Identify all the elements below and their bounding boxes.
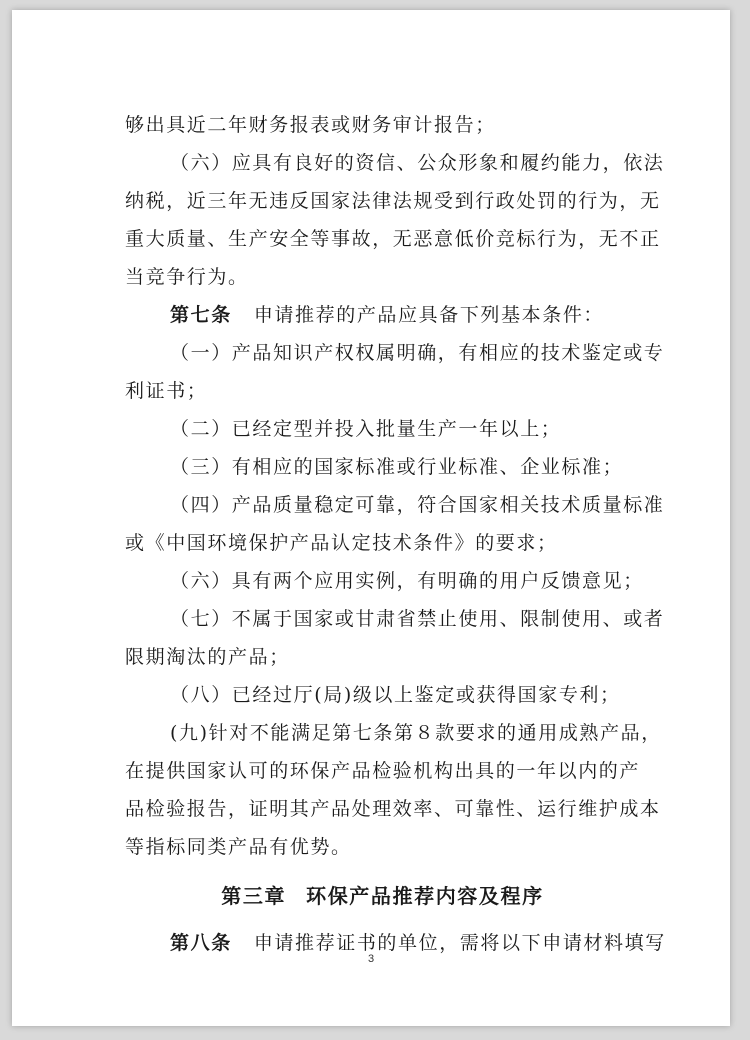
text-line: 在提供国家认可的环保产品检验机构出具的一年以内的产	[125, 760, 641, 782]
chapter-heading	[125, 868, 640, 924]
text-line: 限期淘汰的产品；	[125, 646, 290, 668]
text-line: （三）有相应的国家标准或行业标准、企业标准；	[170, 456, 624, 478]
text-line: （八）已经过厅(局)级以上鉴定或获得国家专利；	[170, 684, 621, 706]
text-line: 等指标同类产品有优势。	[125, 836, 352, 858]
text-line: 利证书；	[125, 380, 208, 402]
text-line: 品检验报告，证明其产品处理效率、可靠性、运行维护成本	[125, 798, 661, 820]
text-line: 重大质量、生产安全等事故，无恶意低价竞标行为，无不正	[125, 228, 661, 250]
document-body	[125, 106, 666, 962]
paragraph-block-1	[125, 106, 665, 296]
article-7-text: 申请推荐的产品应具备下列基本条件：	[253, 304, 605, 326]
chapter-label: 第三章	[221, 884, 287, 908]
page-number: 3	[367, 953, 375, 965]
text-line: 纳税，近三年无违反国家法律法规受到行政处罚的行为，无	[125, 190, 661, 212]
text-line: （六）应具有良好的资信、公众形象和履约能力，依法	[170, 152, 665, 174]
paragraph-block-2	[125, 334, 665, 866]
text-line: （二）已经定型并投入批量生产一年以上；	[170, 418, 562, 440]
text-line: （七）不属于国家或甘肃省禁止使用、限制使用、或者	[170, 608, 665, 630]
text-line: (九)针对不能满足第七条第８款要求的通用成熟产品，	[170, 722, 662, 744]
article-8-label: 第八条	[170, 932, 232, 954]
chapter-title: 环保产品推荐内容及程序	[306, 884, 544, 908]
article-7-label: 第七条	[170, 304, 232, 326]
text-line: 或《中国环境保护产品认定技术条件》的要求；	[125, 532, 558, 554]
text-line: 当竞争行为。	[125, 266, 249, 288]
article-7-line	[125, 296, 640, 334]
document-page	[12, 10, 730, 1026]
text-line: （六）具有两个应用实例，有明确的用户反馈意见；	[170, 570, 644, 592]
text-line: （一）产品知识产权权属明确，有相应的技术鉴定或专	[170, 342, 665, 364]
article-8-text: 申请推荐证书的单位，需将以下申请材料填写	[253, 932, 666, 954]
text-line: （四）产品质量稳定可靠，符合国家相关技术质量标准	[170, 494, 665, 516]
text-line: 够出具近二年财务报表或财务审计报告；	[125, 114, 496, 136]
